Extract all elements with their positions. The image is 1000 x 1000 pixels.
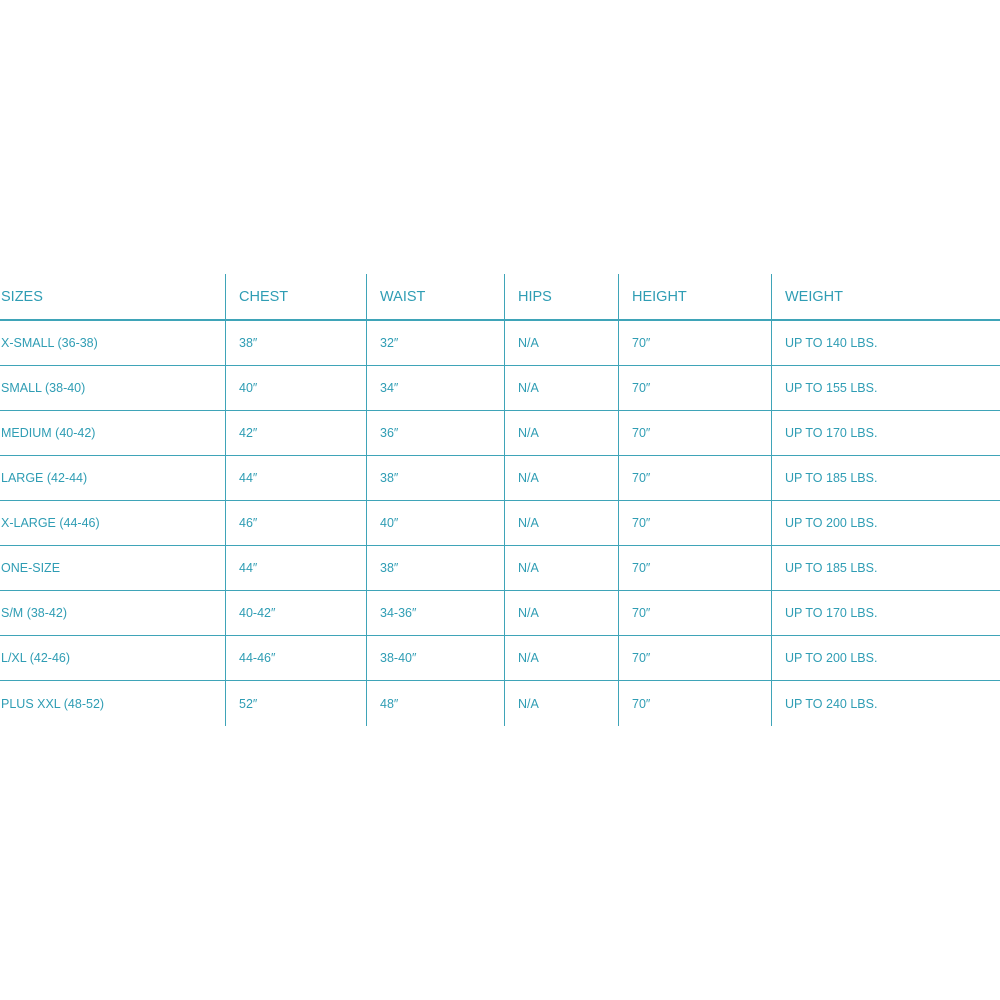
size-cell: L/XL (42-46) <box>0 636 226 680</box>
height-cell: 70″ <box>619 546 772 590</box>
table-row <box>0 321 1000 366</box>
header-chest: CHEST <box>226 274 367 319</box>
size-cell: ONE-SIZE <box>0 546 226 590</box>
weight-cell: UP TO 155 LBS. <box>785 381 878 395</box>
waist-cell: 38″ <box>367 456 505 500</box>
weight-cell: UP TO 200 LBS. <box>785 651 878 665</box>
size-cell: S/M (38-42) <box>0 591 226 635</box>
height-cell: 70″ <box>619 636 772 680</box>
header-hips: HIPS <box>505 274 619 319</box>
waist-cell: 34-36″ <box>367 591 505 635</box>
chest-cell: 38″ <box>226 321 367 365</box>
chest-cell: 44″ <box>226 456 367 500</box>
chest-cell: 40″ <box>226 366 367 410</box>
header-height: HEIGHT <box>619 274 772 319</box>
size-cell: SMALL (38-40) <box>0 366 226 410</box>
hips-cell: N/A <box>505 501 619 545</box>
chest-cell: 44″ <box>226 546 367 590</box>
weight-cell: UP TO 140 LBS. <box>785 336 878 350</box>
chest-cell: 40-42″ <box>226 591 367 635</box>
chest-cell: 44-46″ <box>226 636 367 680</box>
size-cell: MEDIUM (40-42) <box>0 411 226 455</box>
waist-cell: 32″ <box>367 321 505 365</box>
weight-cell: UP TO 185 LBS. <box>785 561 878 575</box>
size-cell: LARGE (42-44) <box>0 456 226 500</box>
chest-cell: 46″ <box>226 501 367 545</box>
waist-cell: 40″ <box>367 501 505 545</box>
header-waist: WAIST <box>367 274 505 319</box>
header-sizes: SIZES <box>0 274 226 319</box>
weight-cell: UP TO 185 LBS. <box>785 471 878 485</box>
chest-cell: 52″ <box>226 681 367 726</box>
height-cell: 70″ <box>619 321 772 365</box>
table-header-row <box>0 274 1000 321</box>
waist-cell: 48″ <box>367 681 505 726</box>
hips-cell: N/A <box>505 546 619 590</box>
header-weight: WEIGHT <box>785 288 843 305</box>
hips-cell: N/A <box>505 681 619 726</box>
chest-cell: 42″ <box>226 411 367 455</box>
weight-cell: UP TO 170 LBS. <box>785 606 878 620</box>
waist-cell: 36″ <box>367 411 505 455</box>
hips-cell: N/A <box>505 366 619 410</box>
waist-cell: 34″ <box>367 366 505 410</box>
size-chart-table <box>0 274 1000 726</box>
table-row <box>0 681 1000 726</box>
table-row <box>0 591 1000 636</box>
table-row <box>0 501 1000 546</box>
weight-cell: UP TO 170 LBS. <box>785 426 878 440</box>
height-cell: 70″ <box>619 411 772 455</box>
waist-cell: 38″ <box>367 546 505 590</box>
table-row <box>0 411 1000 456</box>
hips-cell: N/A <box>505 321 619 365</box>
weight-cell: UP TO 240 LBS. <box>785 696 878 711</box>
hips-cell: N/A <box>505 636 619 680</box>
table-row <box>0 366 1000 411</box>
hips-cell: N/A <box>505 591 619 635</box>
table-row <box>0 636 1000 681</box>
table-row <box>0 546 1000 591</box>
hips-cell: N/A <box>505 456 619 500</box>
height-cell: 70″ <box>619 501 772 545</box>
height-cell: 70″ <box>619 681 772 726</box>
height-cell: 70″ <box>619 591 772 635</box>
size-cell: PLUS XXL (48-52) <box>0 681 226 726</box>
size-cell: X-LARGE (44-46) <box>0 501 226 545</box>
table-row <box>0 456 1000 501</box>
hips-cell: N/A <box>505 411 619 455</box>
height-cell: 70″ <box>619 366 772 410</box>
waist-cell: 38-40″ <box>367 636 505 680</box>
height-cell: 70″ <box>619 456 772 500</box>
size-cell: X-SMALL (36-38) <box>0 321 226 365</box>
weight-cell: UP TO 200 LBS. <box>785 516 878 530</box>
